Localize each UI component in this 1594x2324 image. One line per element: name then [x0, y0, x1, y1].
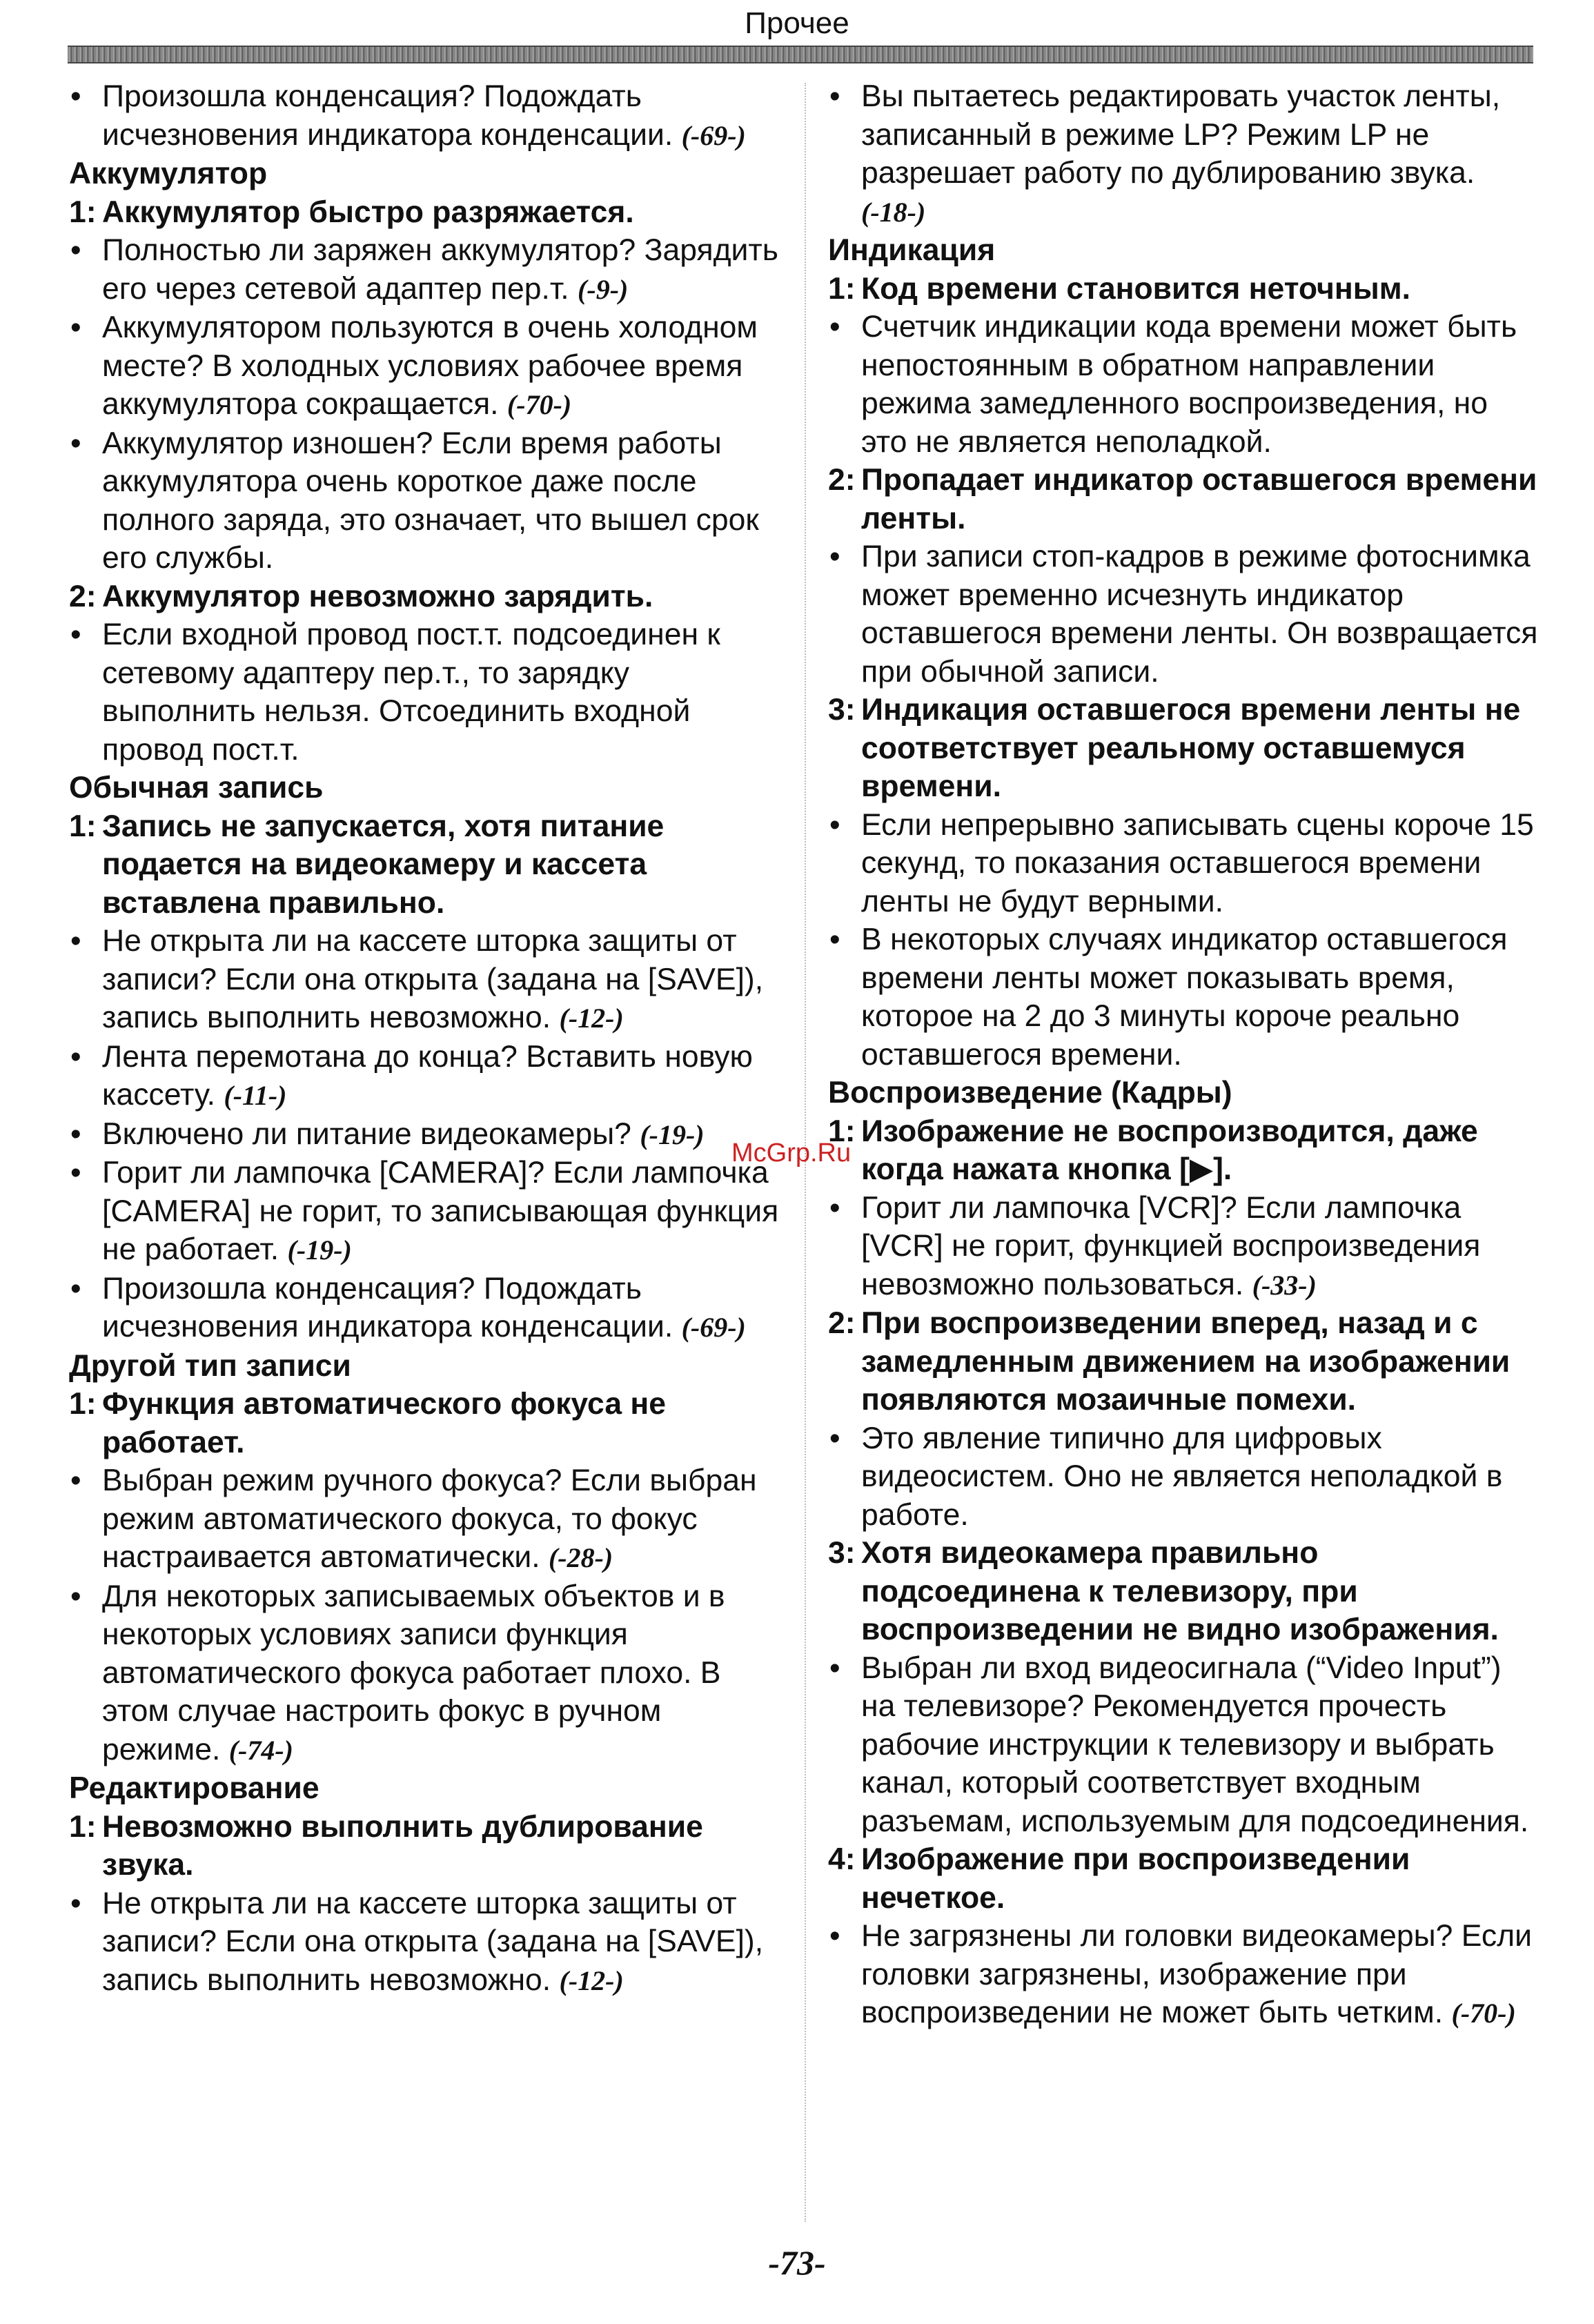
bullet-icon: • — [829, 1919, 840, 1953]
bullet-icon: • — [70, 1271, 81, 1306]
bullet-item — [69, 1461, 780, 1577]
bullet-item — [69, 922, 780, 1038]
bullet-icon: • — [829, 1421, 840, 1455]
bullet-icon: • — [70, 618, 81, 651]
section-heading: Воспроизведение (Кадры) — [828, 1076, 1232, 1110]
bullet-icon: • — [829, 1651, 840, 1685]
bullet-text: Включено ли питание видеокамеры? — [102, 1116, 631, 1151]
page-reference: (-69-) — [681, 119, 746, 151]
bullet-body — [102, 77, 780, 155]
bullet-body — [861, 1917, 1539, 2033]
right-column — [828, 77, 1539, 2033]
bullet-item — [69, 77, 780, 155]
left-column — [69, 77, 780, 2000]
bullet-item — [69, 231, 780, 308]
bullet-icon: • — [70, 924, 81, 958]
bullet-text: Если входной провод пост.т. подсоединен к сетевому адаптеру пер.т., то зарядку выполнить нельзя. Отсоединить входной провод пост.т. — [102, 618, 720, 767]
question-number: 2: — [828, 463, 856, 497]
bullet-body — [102, 1577, 780, 1770]
bullet-text: Аккумулятором пользуются в очень холодном месте? В холодных условиях рабочее время аккумулятора сокращается. — [102, 311, 758, 421]
bullet-icon: • — [70, 426, 81, 460]
bullet-body — [861, 1189, 1539, 1305]
bullet-item — [828, 920, 1539, 1074]
page-reference: (-74-) — [228, 1734, 293, 1766]
bullet-body — [102, 1461, 780, 1577]
question-number: 1: — [828, 271, 856, 306]
page-reference: (-70-) — [1451, 1998, 1516, 2029]
question-number: 1: — [69, 809, 97, 843]
bullet-text: Выбран режим ручного фокуса? Если выбран режим автоматического фокуса, то фокус настраивается автоматически. — [102, 1464, 757, 1574]
bullet-item — [69, 1154, 780, 1270]
bullet-text: Аккумулятор изношен? Если время работы аккумулятора очень короткое даже после полного заряда, это означает, что вышел срок его службы. — [102, 426, 759, 575]
bullet-body — [102, 231, 780, 308]
bullet-body — [102, 616, 780, 769]
question-text: При воспроизведении вперед, назад и с замедленным движением на изображении появляются мозаичные помехи. — [861, 1306, 1511, 1417]
bullet-body — [861, 1419, 1539, 1535]
bullet-item — [828, 806, 1539, 921]
bullet-text: Полностью ли заряжен аккумулятор? Зарядить его через сетевой адаптер пер.т. — [102, 233, 778, 306]
question-text: Запись не запускается, хотя питание подается на видеокамеру и кассета вставлена правильно. — [102, 809, 665, 920]
page-reference: (-11-) — [224, 1080, 287, 1111]
question-heading — [69, 193, 780, 232]
bullet-text: Горит ли лампочка [CAMERA]? Если лампочка [CAMERA] не горит, то записывающая функция не работает. — [102, 1156, 779, 1266]
question-number: 1: — [828, 1114, 856, 1148]
bullet-icon: • — [70, 233, 81, 267]
bullet-text: Если непрерывно записывать сцены короче 15 секунд, то показания оставшегося времени ленты не будут верными. — [861, 807, 1534, 918]
bullet-icon: • — [70, 1156, 81, 1190]
page-reference: (-18-) — [861, 196, 926, 228]
question-heading — [828, 270, 1539, 308]
question-text: Аккумулятор невозможно зарядить. — [102, 579, 653, 613]
bullet-icon: • — [829, 79, 840, 113]
page-reference: (-12-) — [559, 1964, 624, 1996]
question-heading — [69, 578, 780, 616]
question-heading — [69, 1385, 780, 1461]
bullet-text: Лента перемотана до конца? Вставить новую кассету. — [102, 1039, 753, 1112]
question-heading — [828, 691, 1539, 806]
bullet-body — [102, 1270, 780, 1347]
bullet-icon: • — [70, 1886, 81, 1920]
question-number: 2: — [828, 1306, 856, 1340]
bullet-text: Произошла конденсация? Подождать исчезновения индикатора конденсации. — [102, 79, 673, 152]
page-number: -73- — [768, 2243, 826, 2282]
bullet-icon: • — [829, 923, 840, 956]
watermark-text: McGrp.Ru — [731, 1139, 852, 1168]
bullet-item — [828, 538, 1539, 691]
bullet-body — [102, 1154, 780, 1270]
bullet-icon: • — [70, 1464, 81, 1497]
question-text: Изображение при воспроизведении нечеткое. — [861, 1842, 1410, 1915]
question-heading — [828, 1840, 1539, 1917]
bullet-item — [828, 1917, 1539, 2033]
bullet-icon: • — [70, 311, 81, 344]
page-reference: (-19-) — [287, 1234, 352, 1266]
question-heading — [828, 1304, 1539, 1419]
bullet-icon: • — [70, 1116, 81, 1151]
question-text: Изображение не воспроизводится, даже когда нажата кнопка [▶]. — [861, 1114, 1478, 1186]
question-number: 2: — [69, 579, 97, 613]
question-heading — [69, 807, 780, 923]
bullet-icon: • — [70, 79, 81, 113]
question-text: Индикация оставшегося времени ленты не соответствует реальному оставшемуся времени. — [861, 693, 1521, 803]
bullet-icon: • — [70, 1579, 81, 1613]
bullet-body — [861, 308, 1539, 461]
bullet-item — [69, 1577, 780, 1770]
bullet-item — [69, 1038, 780, 1115]
bullet-body — [861, 1649, 1539, 1841]
bullet-item — [828, 77, 1539, 231]
question-number: 3: — [828, 693, 856, 727]
bullet-body — [861, 538, 1539, 691]
bullet-text: При записи стоп-кадров в режиме фотоснимка может временно исчезнуть индикатор оставшегося времени ленты. Он возвращается при обычной записи. — [861, 540, 1538, 689]
section-heading: Другой тип записи — [69, 1348, 351, 1383]
bullet-item — [69, 424, 780, 578]
bullet-text: Произошла конденсация? Подождать исчезновения индикатора конденсации. — [102, 1271, 673, 1343]
question-number: 3: — [828, 1536, 856, 1570]
bullet-item — [828, 1419, 1539, 1535]
section-heading: Редактирование — [69, 1771, 319, 1805]
bullet-text: Выбран ли вход видеосигнала (“Video Input”) на телевизоре? Рекомендуется прочесть рабочие инструкции к телевизору и выбрать канал, который соответствует входным разъемам, используемым для подсоединения. — [861, 1651, 1529, 1838]
bullet-body — [102, 424, 780, 578]
bullet-text: Не открыта ли на кассете шторка защиты от записи? Если она открыта (задана на [SAVE]), запись выполнить невозможно. — [102, 924, 764, 1034]
bullet-item — [69, 1884, 780, 2000]
bullet-body — [102, 308, 780, 424]
page-header-title: Прочее — [745, 6, 849, 40]
bullet-item — [828, 308, 1539, 461]
bullet-icon: • — [829, 1190, 840, 1225]
question-text: Пропадает индикатор оставшегося времени ленты. — [861, 463, 1537, 535]
page-reference: (-9-) — [578, 273, 629, 305]
question-text: Код времени становится неточным. — [861, 271, 1411, 306]
bullet-icon: • — [829, 540, 840, 573]
section-heading: Обычная запись — [69, 771, 324, 805]
question-heading — [828, 461, 1539, 538]
bullet-text: Счетчик индикации кода времени может быть непостоянным в обратном направлении режима замедленного воспроизведения, но это не является неполадкой. — [861, 310, 1517, 459]
question-heading — [69, 1808, 780, 1884]
page-reference: (-28-) — [548, 1542, 613, 1573]
bullet-item — [69, 308, 780, 424]
bullet-body — [102, 1115, 780, 1154]
question-text: Функция автоматического фокуса не работает. — [102, 1387, 667, 1459]
bullet-icon: • — [829, 310, 840, 344]
question-number: 4: — [828, 1842, 856, 1876]
bullet-text: Вы пытаетесь редактировать участок ленты, записанный в режиме LP? Режим LP не разрешает работу по дублированию звука. — [861, 79, 1501, 190]
page-reference: (-69-) — [681, 1312, 746, 1343]
section-heading: Индикация — [828, 233, 996, 267]
bullet-text: Не загрязнены ли головки видеокамеры? Если головки загрязнены, изображение при воспроизведении не может быть четким. — [861, 1919, 1532, 2029]
page-reference: (-19-) — [640, 1119, 705, 1150]
bullet-body — [102, 1884, 780, 2000]
bullet-body — [861, 806, 1539, 921]
bullet-text: Для некоторых записываемых объектов и в некоторых условиях записи функция автоматического фокуса работает плохо. В этом случае настроить фокус в ручном режиме. — [102, 1579, 725, 1766]
bullet-body — [861, 77, 1539, 231]
bullet-item — [69, 616, 780, 769]
bullet-body — [102, 922, 780, 1038]
question-text: Хотя видеокамера правильно подсоединена к телевизору, при воспроизведении не видно изображения. — [861, 1536, 1499, 1646]
page-reference: (-33-) — [1252, 1269, 1317, 1301]
bullet-item — [828, 1649, 1539, 1841]
bullet-body — [102, 1038, 780, 1115]
question-number: 1: — [69, 1809, 97, 1844]
bullet-text: Не открыта ли на кассете шторка защиты от записи? Если она открыта (задана на [SAVE]), запись выполнить невозможно. — [102, 1886, 764, 1997]
bullet-icon: • — [70, 1039, 81, 1074]
section-heading: Аккумулятор — [69, 157, 268, 190]
question-number: 1: — [69, 195, 97, 229]
page-reference: (-12-) — [559, 1003, 624, 1034]
page-reference: (-70-) — [506, 389, 572, 420]
bullet-text: Горит ли лампочка [VCR]? Если лампочка [VCR] не горит, функцией воспроизведения невозможно пользоваться. — [861, 1190, 1481, 1301]
header-rule — [68, 46, 1533, 63]
bullet-item — [828, 1189, 1539, 1305]
question-text: Невозможно выполнить дублирование звука. — [102, 1809, 703, 1882]
question-heading — [828, 1112, 1539, 1189]
bullet-body — [861, 920, 1539, 1074]
bullet-text: Это явление типично для цифровых видеосистем. Оно не является неполадкой в работе. — [861, 1421, 1503, 1532]
bullet-item — [69, 1270, 780, 1347]
bullet-icon: • — [829, 807, 840, 842]
bullet-text: В некоторых случаях индикатор оставшегося времени ленты может показывать время, которое на 2 до 3 минуты короче реально оставшегося времени. — [861, 923, 1508, 1072]
question-text: Аккумулятор быстро разряжается. — [102, 195, 634, 229]
question-heading — [828, 1534, 1539, 1649]
question-number: 1: — [69, 1387, 97, 1421]
bullet-item — [69, 1115, 780, 1154]
